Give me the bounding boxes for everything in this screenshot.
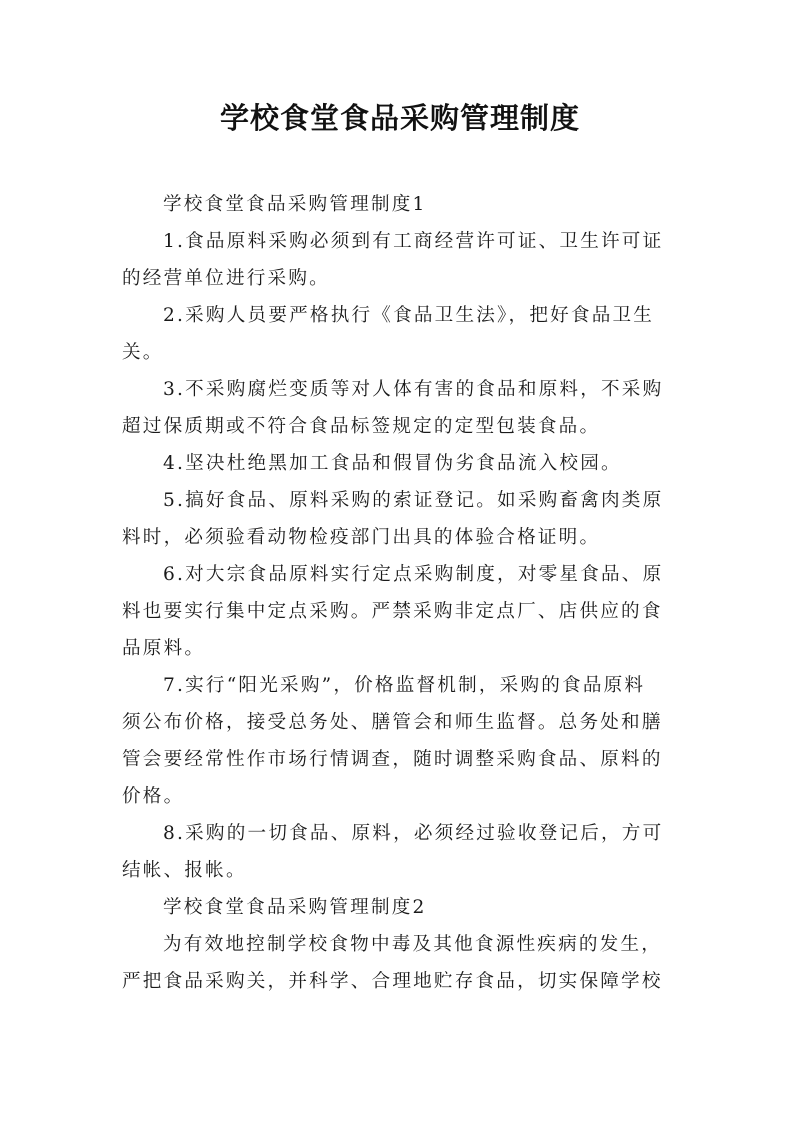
paragraph-line: 料时，必须验看动物检疫部门出具的体验合格证明。 <box>122 527 601 548</box>
paragraph-line: 品原料。 <box>122 638 206 659</box>
paragraph-line: 6.对大宗食品原料实行定点采购制度，对零星食品、原 <box>163 564 664 585</box>
paragraph-line: 管会要经常性作市场行情调查，随时调整采购食品、原料的 <box>122 749 663 770</box>
paragraph-line: 价格。 <box>122 786 185 807</box>
paragraph-line: 须公布价格，接受总务处、膳管会和师生监督。总务处和膳 <box>122 712 663 733</box>
paragraph-line: 4.坚决杜绝黑加工食品和假冒伪劣食品流入校园。 <box>163 453 622 474</box>
paragraph-line: 结帐、报帐。 <box>122 860 247 881</box>
document-title: 学校食堂食品采购管理制度 <box>219 101 580 135</box>
paragraph-line: 学校食堂食品采购管理制度2 <box>163 897 427 918</box>
paragraph-line: 超过保质期或不符合食品标签规定的定型包装食品。 <box>122 416 601 437</box>
paragraph-line: 料也要实行集中定点采购。严禁采购非定点厂、店供应的食 <box>122 601 663 622</box>
paragraph-line: 5.搞好食品、原料采购的索证登记。如采购畜禽肉类原 <box>163 490 664 511</box>
paragraph-line: 2.采购人员要严格执行《食品卫生法》，把好食品卫生 <box>163 305 655 326</box>
paragraph-line: 关。 <box>122 342 164 363</box>
paragraph-line: 为有效地控制学校食物中毒及其他食源性疾病的发生， <box>163 934 663 955</box>
paragraph-line: 的经营单位进行采购。 <box>122 268 330 289</box>
paragraph-line: 8.采购的一切食品、原料，必须经过验收登记后，方可 <box>163 823 664 844</box>
paragraph-line: 严把食品采购关，并科学、合理地贮存食品，切实保障学校 <box>122 971 663 992</box>
paragraph-line: 7.实行“阳光采购”，价格监督机制，采购的食品原料 <box>163 675 646 696</box>
paragraph-line: 1.食品原料采购必须到有工商经营许可证、卫生许可证 <box>163 231 664 252</box>
document-body <box>122 186 682 1000</box>
paragraph-line: 学校食堂食品采购管理制度1 <box>163 194 427 215</box>
paragraph-line: 3.不采购腐烂变质等对人体有害的食品和原料，不采购 <box>163 379 664 400</box>
